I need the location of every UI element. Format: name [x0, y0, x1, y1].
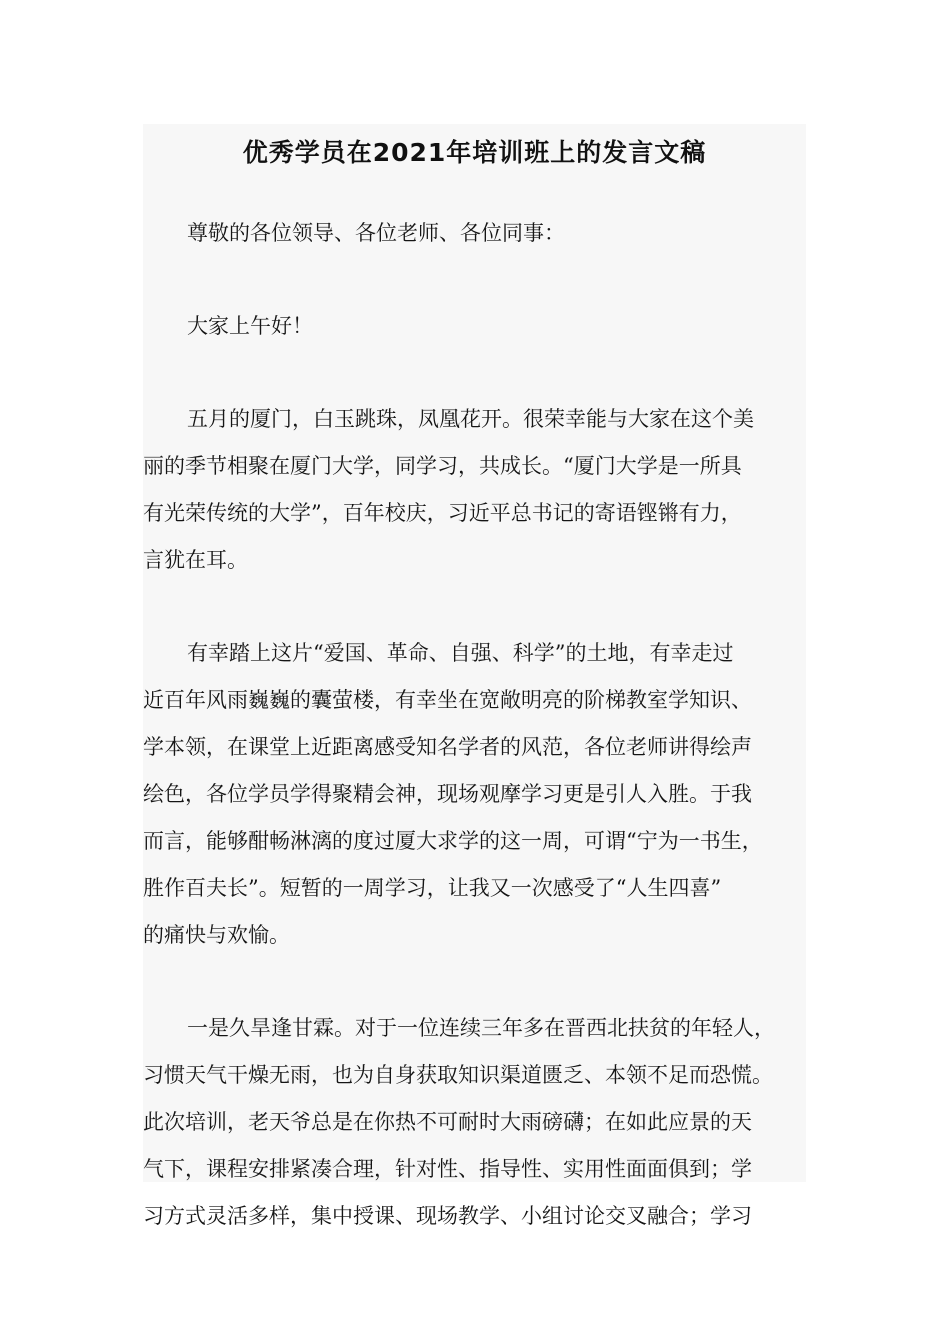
paragraph-line: 有幸踏上这片“爱国、革命、自强、科学”的土地，有幸走过	[187, 641, 734, 665]
paragraph-line: 气下，课程安排紧凑合理，针对性、指导性、实用性面面俱到；学	[143, 1157, 752, 1181]
paragraph-line: 大家上午好！	[187, 314, 313, 338]
paragraph-line: 近百年风雨巍巍的囊萤楼，有幸坐在宽敞明亮的阶梯教室学知识、	[143, 688, 752, 712]
paragraph-line: 一是久旱逢甘霖。对于一位连续三年多在晋西北扶贫的年轻人，	[187, 1016, 775, 1040]
paragraph-line: 习方式灵活多样，集中授课、现场教学、小组讨论交叉融合；学习	[143, 1204, 752, 1228]
document-page	[143, 124, 806, 1228]
paragraph-line: 丽的季节相聚在厦门大学，同学习，共成长。“厦门大学是一所具	[143, 454, 742, 478]
paragraph-line: 学本领，在课堂上近距离感受知名学者的风范，各位老师讲得绘声	[143, 735, 752, 759]
paragraph-line: 尊敬的各位领导、各位老师、各位同事：	[187, 221, 565, 245]
paragraph-line: 的痛快与欢愉。	[143, 923, 290, 947]
document-body	[143, 210, 806, 1240]
document-title: 优秀学员在2021年培训班上的发言文稿	[242, 138, 707, 167]
paragraph-line: 言犹在耳。	[143, 548, 248, 572]
paragraph-line: 绘色，各位学员学得聚精会神，现场观摩学习更是引人入胜。于我	[143, 782, 752, 806]
paragraph-line: 胜作百夫长”。短暂的一周学习，让我又一次感受了“人生四喜”	[143, 876, 722, 900]
paragraph-line: 五月的厦门，白玉跳珠，凤凰花开。很荣幸能与大家在这个美	[187, 407, 754, 431]
paragraph-line: 有光荣传统的大学”，百年校庆，习近平总书记的寄语铿锵有力，	[143, 501, 742, 525]
paragraph-line: 习惯天气干燥无雨，也为自身获取知识渠道匮乏、本领不足而恐慌。	[143, 1063, 773, 1087]
paragraph-line: 此次培训，老天爷总是在你热不可耐时大雨磅礴；在如此应景的天	[143, 1110, 752, 1134]
paragraph-line: 而言，能够酣畅淋漓的度过厦大求学的这一周，可谓“宁为一书生，	[143, 829, 763, 853]
